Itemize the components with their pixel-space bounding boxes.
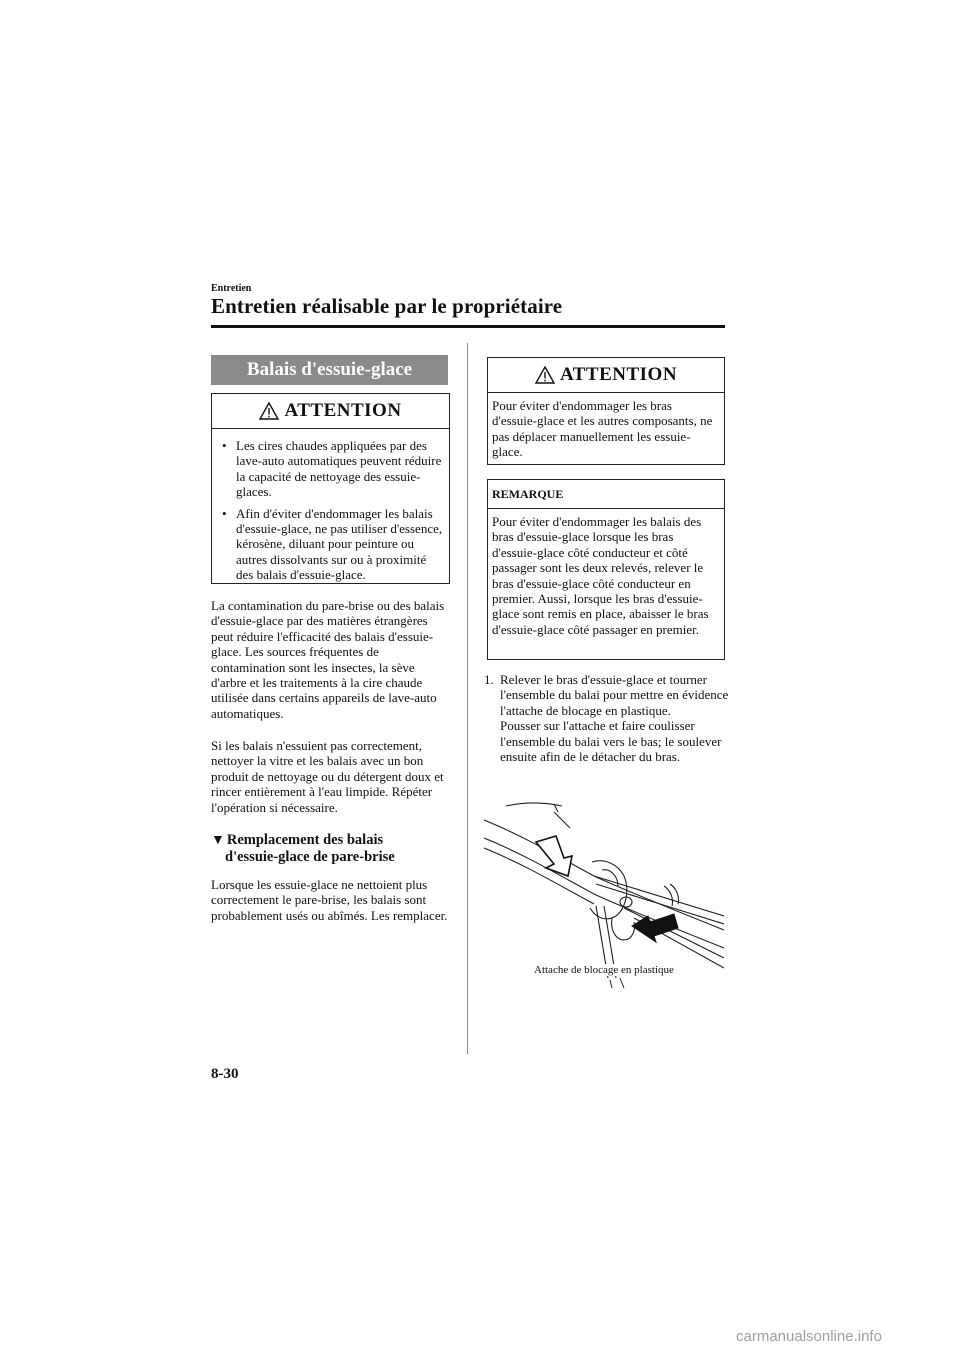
warning-header-2 xyxy=(488,358,724,393)
column-divider xyxy=(467,343,468,1054)
warning-text-2: Pour éviter d'endommager les bras d'essuie-glace et les autres composants, ne pas déplacer manuellement les essuie-glace. xyxy=(492,398,713,460)
step-text-b: Pousser sur l'attache et faire coulisser l'ensemble du balai vers le bas; le soulever ensuite afin de le détacher du bras. xyxy=(500,718,722,765)
warning-item: • Les cires chaudes appliquées par des lave-auto automatiques peuvent réduire la capacité de nettoyage des essuie-glaces. xyxy=(216,438,444,500)
watermark-url: carmanualsonline.info xyxy=(736,1328,882,1345)
warning-triangle-icon xyxy=(535,366,555,384)
paragraph-replace: Lorsque les essuie-glace ne nettoient plus correctement le pare-brise, les balais sont probablement usés ou abîmés. Les remplacer. xyxy=(211,877,448,923)
section-banner: Balais d'essuie-glace xyxy=(211,355,448,385)
step-number: 1. xyxy=(484,672,494,687)
subheading-line1: Remplacement des balais xyxy=(226,832,384,848)
note-text: Pour éviter d'endommager les balais des bras d'essuie-glace lorsque les bras d'essuie-glace côté conducteur et côté passager sont les deux relevés, relever le bras d'essuie-glace côté conducteur en premier. Aussi, lorsque les bras d'essuie-glace sont remis en place, abaisser le bras d'essuie-glace côté passager en premier. xyxy=(492,514,709,637)
warning-header xyxy=(212,394,449,429)
wiper-blade-illustration xyxy=(484,798,724,988)
page-title: Entretien réalisable par le propriétaire xyxy=(211,294,563,318)
slide-arrow-icon xyxy=(632,914,678,942)
warning-box xyxy=(211,393,450,584)
note-title: REMARQUE xyxy=(488,480,724,509)
subheading-line2: d'essuie-glace de pare-brise xyxy=(225,849,395,865)
title-rule xyxy=(211,325,725,328)
push-arrow-icon xyxy=(536,836,572,876)
subheading-replacement xyxy=(211,832,395,866)
warning-title: ATTENTION xyxy=(284,400,402,421)
step-1 xyxy=(484,672,729,764)
note-box xyxy=(487,479,725,660)
step-text-a: Relever le bras d'essuie-glace et tourner l'ensemble du balai pour mettre en évidence l'attache de blocage en plastique. xyxy=(500,672,729,718)
section-label: Entretien xyxy=(211,283,252,294)
paragraph-contamination: La contamination du pare-brise ou des balais d'essuie-glace par des matières étrangères peut réduire l'efficacité des balais d'essuie-glace. Les sources fréquentes de contamination sont les insectes, la sève d'arbre et les traitements à la cire chaude utilisée dans certains appareils de lave-auto automatiques. xyxy=(211,598,445,721)
warning-box-2 xyxy=(487,357,725,465)
warning-triangle-icon xyxy=(259,402,279,420)
warning-item: • Afin d'éviter d'endommager les balais d'essuie-glace, ne pas utiliser d'essence, kérosène, diluant pour peinture ou autres dissolvants sur ou à proximité des balais d'essuie-glace. xyxy=(216,506,444,583)
triangle-bullet-icon: ▼ xyxy=(211,833,225,848)
warning-title-2: ATTENTION xyxy=(559,364,678,385)
paragraph-cleaning: Si les balais n'essuient pas correctement, nettoyer la vitre et les balais avec un bon produit de nettoyage ou du détergent doux et rincer entièrement à l'eau limpide. Répéter l'opération si nécessaire. xyxy=(211,738,444,815)
page-number: 8-30 xyxy=(211,1066,239,1082)
figure-caption: Attache de blocage en plastique xyxy=(534,964,674,976)
